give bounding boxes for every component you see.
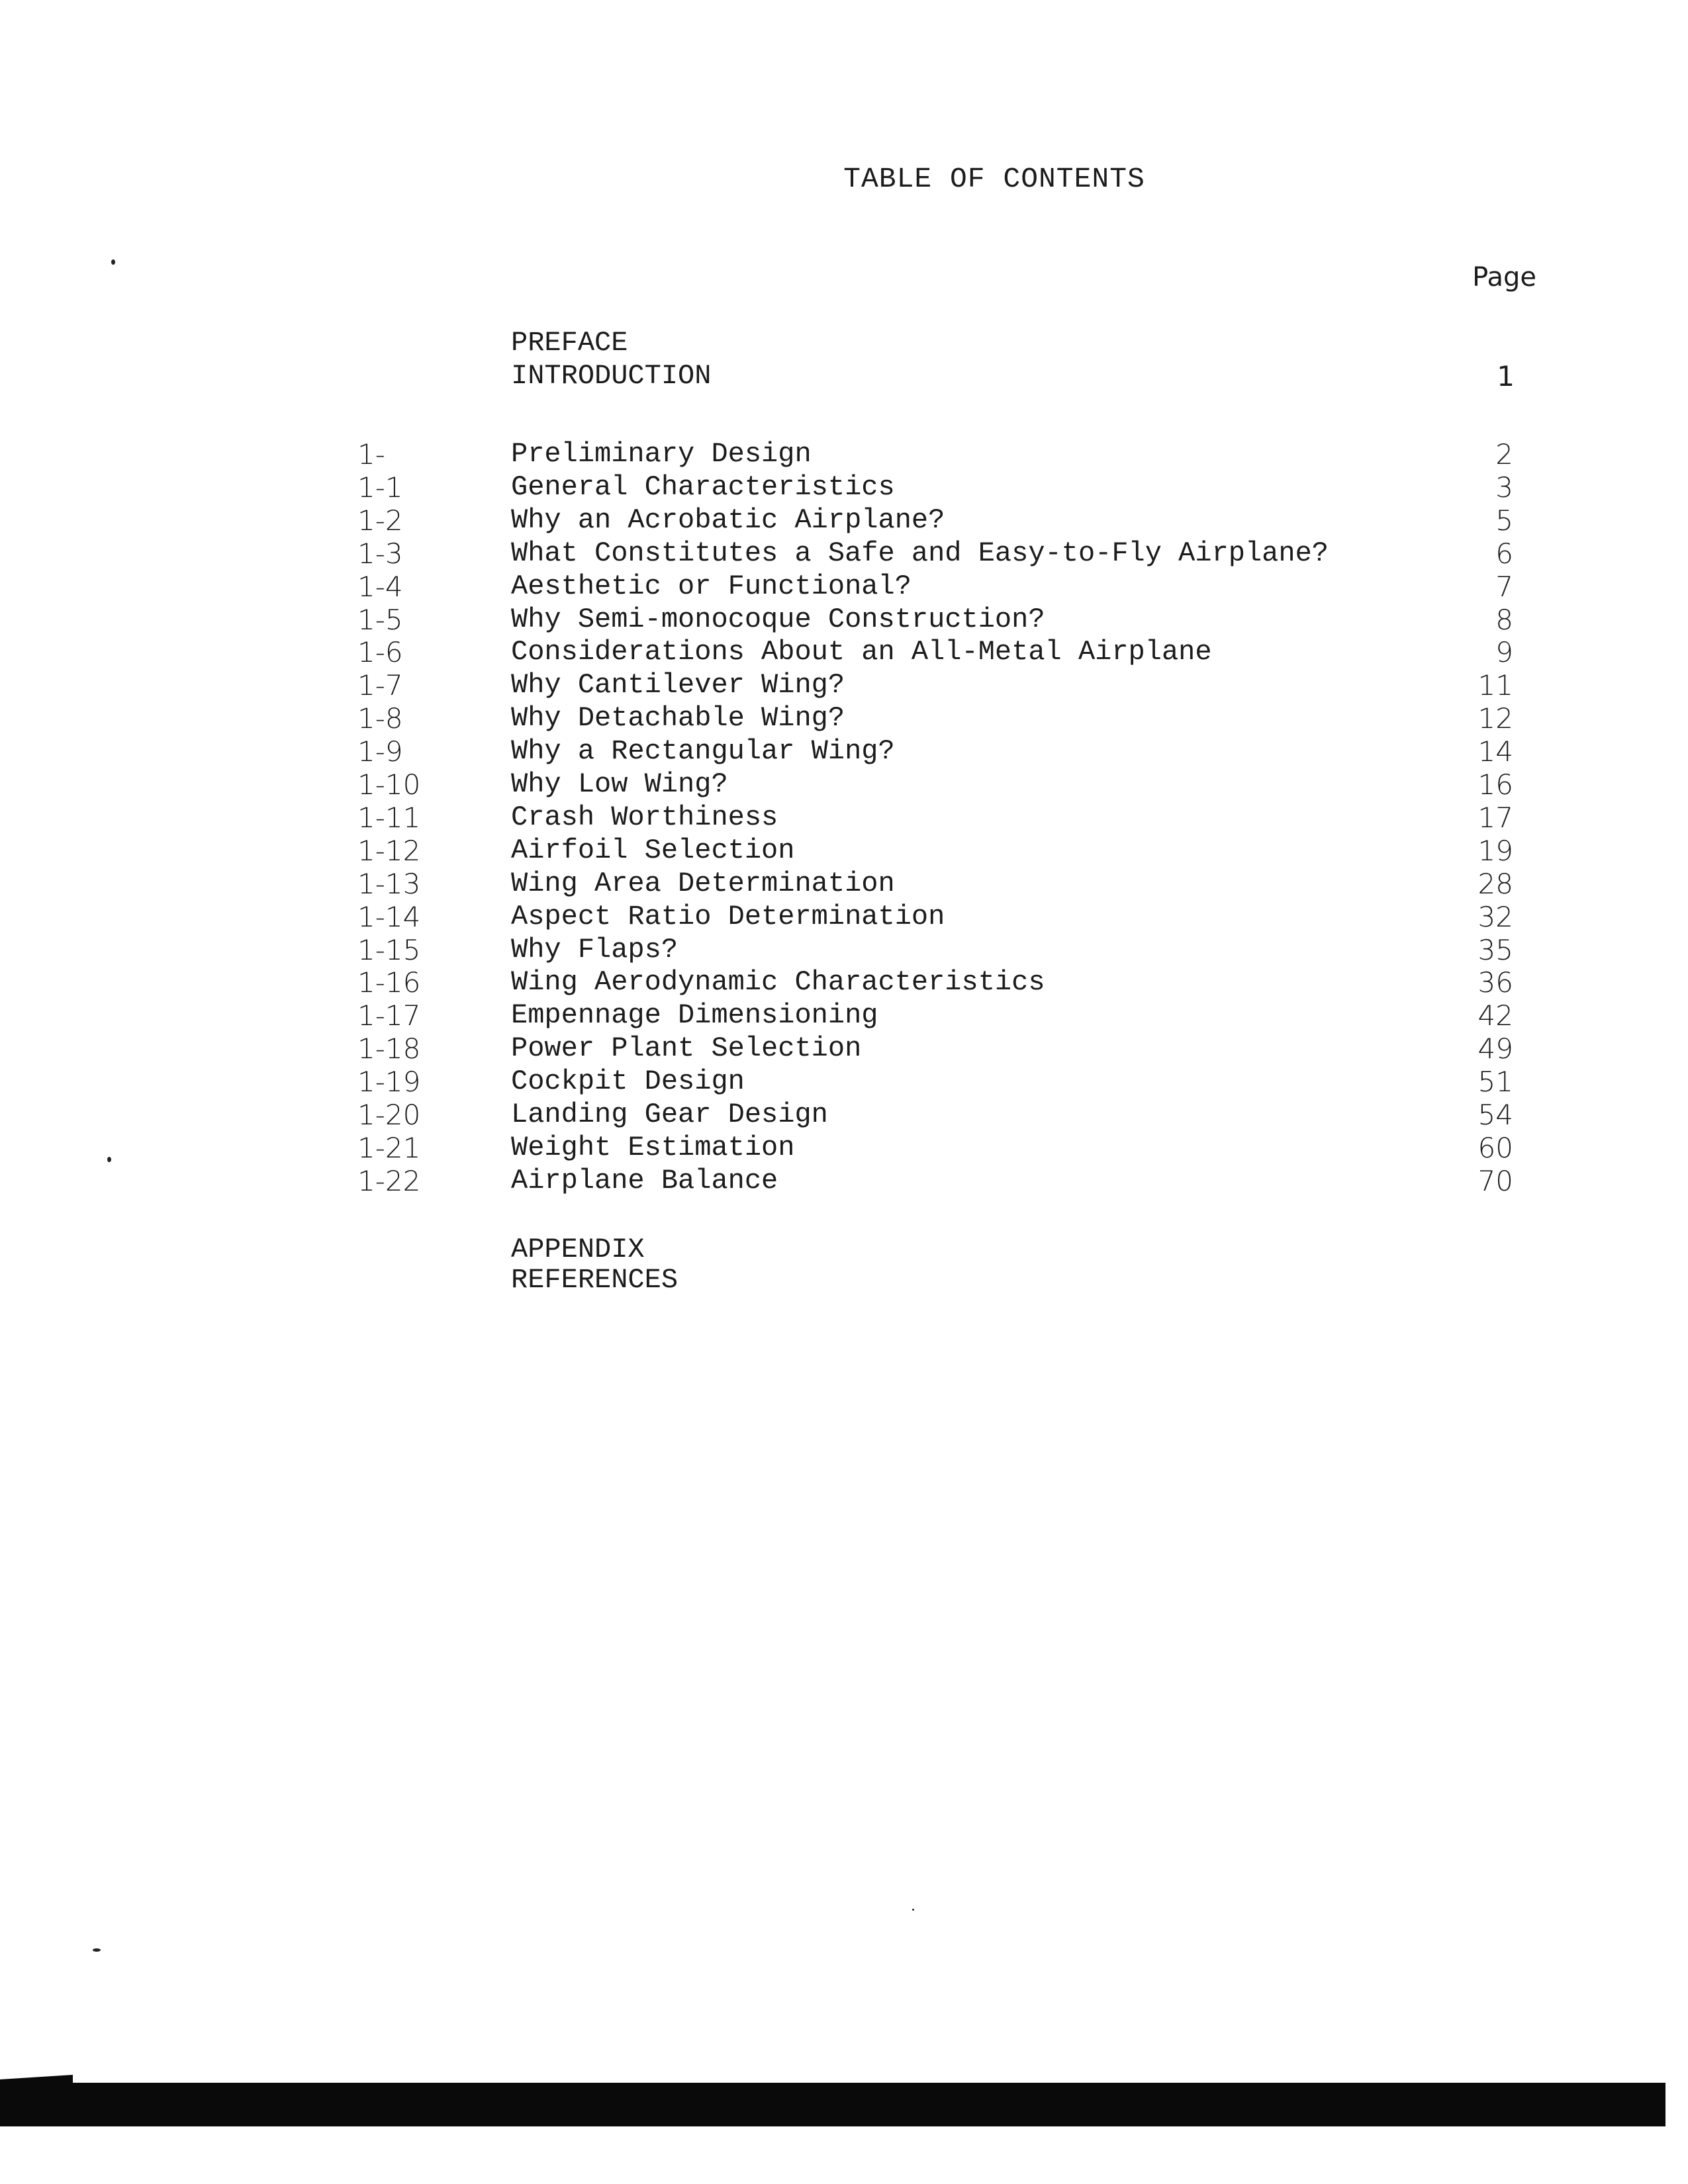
toc-entry-number: 1-7 bbox=[357, 669, 403, 702]
toc-entry-number: 1-18 bbox=[357, 1032, 421, 1065]
toc-entry-number: 1-15 bbox=[357, 934, 421, 966]
toc-entry-title: Preliminary Design bbox=[511, 438, 812, 470]
toc-entry-title: General Characteristics bbox=[511, 471, 895, 503]
toc-entry-page: 9 bbox=[1495, 636, 1513, 668]
toc-entry-title: Why Semi-monocoque Construction? bbox=[511, 604, 1045, 635]
toc-entry bbox=[0, 438, 1688, 471]
toc-entry-number: 1-9 bbox=[357, 735, 403, 768]
toc-entry-page: 19 bbox=[1477, 835, 1513, 867]
toc-entry-number: 1-19 bbox=[357, 1066, 421, 1098]
toc-entry-page: 17 bbox=[1477, 801, 1513, 834]
toc-entry-title: Why Low Wing? bbox=[511, 768, 728, 800]
front-matter-introduction-page: 1 bbox=[1497, 360, 1515, 392]
toc-entry-title: Aspect Ratio Determination bbox=[511, 901, 945, 933]
toc-entry bbox=[0, 901, 1688, 934]
toc-entry-title: Aesthetic or Functional? bbox=[511, 570, 912, 602]
toc-entry-title: Wing Area Determination bbox=[511, 868, 895, 899]
toc-entry-title: Power Plant Selection bbox=[511, 1032, 862, 1064]
toc-entry-page: 5 bbox=[1495, 504, 1513, 537]
toc-entry-title: Airfoil Selection bbox=[511, 835, 795, 866]
toc-entry bbox=[0, 934, 1688, 967]
toc-entry bbox=[0, 966, 1688, 999]
toc-entry-page: 16 bbox=[1477, 768, 1513, 801]
toc-entry bbox=[0, 504, 1688, 537]
toc-entry-title: Crash Worthiness bbox=[511, 801, 778, 833]
toc-entry-page: 7 bbox=[1495, 570, 1513, 603]
scan-speck bbox=[912, 1909, 914, 1911]
toc-entry bbox=[0, 1165, 1688, 1198]
toc-entry-number: 1-10 bbox=[357, 768, 421, 801]
toc-entry-number: 1-2 bbox=[357, 504, 403, 537]
toc-entry-title: Cockpit Design bbox=[511, 1066, 745, 1097]
back-matter-appendix: APPENDIX bbox=[511, 1234, 645, 1265]
toc-entry-page: 3 bbox=[1495, 471, 1513, 504]
scan-bottom-bar bbox=[0, 2083, 1665, 2126]
toc-entry-title: Weight Estimation bbox=[511, 1132, 795, 1163]
toc-entry-number: 1-16 bbox=[357, 966, 421, 999]
toc-entry-page: 54 bbox=[1477, 1099, 1513, 1131]
toc-entry-number: 1-6 bbox=[357, 636, 403, 668]
toc-entry-number: 1-8 bbox=[357, 702, 403, 735]
toc-entry-page: 11 bbox=[1477, 669, 1513, 702]
toc-entry bbox=[0, 999, 1688, 1032]
scan-speck bbox=[107, 1157, 111, 1162]
toc-entry-title: Why Cantilever Wing? bbox=[511, 669, 845, 701]
toc-entry-page: 36 bbox=[1477, 966, 1513, 999]
toc-entry-number: 1-5 bbox=[357, 604, 403, 636]
toc-entry bbox=[0, 801, 1688, 835]
toc-entry bbox=[0, 868, 1688, 901]
toc-entry-number: 1-4 bbox=[357, 570, 403, 603]
toc-entry-page: 35 bbox=[1477, 934, 1513, 966]
toc-entry-number: 1-17 bbox=[357, 999, 421, 1032]
toc-entry-number: 1-14 bbox=[357, 901, 421, 933]
toc-entry-page: 8 bbox=[1495, 604, 1513, 636]
toc-entry-title: Considerations About an All-Metal Airplane bbox=[511, 636, 1212, 668]
toc-entry-number: 1-12 bbox=[357, 835, 421, 867]
toc-entry-page: 51 bbox=[1477, 1066, 1513, 1098]
toc-entry-title: Landing Gear Design bbox=[511, 1099, 828, 1130]
toc-entry-number: 1-1 bbox=[357, 471, 403, 504]
toc-entry bbox=[0, 1099, 1688, 1132]
toc-entry-title: Why Flaps? bbox=[511, 934, 679, 966]
toc-entry-page: 2 bbox=[1495, 438, 1513, 471]
toc-entry bbox=[0, 471, 1688, 504]
toc-entry bbox=[0, 702, 1688, 735]
toc-entry-title: What Constitutes a Safe and Easy-to-Fly Airplane? bbox=[511, 537, 1329, 569]
toc-entry-title: Why Detachable Wing? bbox=[511, 702, 845, 734]
toc-entry bbox=[0, 1032, 1688, 1066]
toc-entry bbox=[0, 1132, 1688, 1165]
toc-entry bbox=[0, 768, 1688, 801]
toc-entry bbox=[0, 636, 1688, 669]
toc-entry-number: 1-20 bbox=[357, 1099, 421, 1131]
toc-entry-page: 12 bbox=[1477, 702, 1513, 735]
toc-entry-page: 32 bbox=[1477, 901, 1513, 933]
front-matter-preface: PREFACE bbox=[511, 327, 628, 359]
toc-entry-number: 1-3 bbox=[357, 537, 403, 570]
toc-entry-number: 1-21 bbox=[357, 1132, 421, 1164]
scan-speck bbox=[93, 1948, 101, 1952]
toc-entry bbox=[0, 835, 1688, 868]
toc-entry bbox=[0, 570, 1688, 604]
toc-entry-page: 42 bbox=[1477, 999, 1513, 1032]
toc-entry-title: Airplane Balance bbox=[511, 1165, 778, 1197]
toc-entry bbox=[0, 669, 1688, 702]
toc-entry-number: 1- bbox=[357, 438, 385, 471]
page-title: TABLE OF CONTENTS bbox=[843, 163, 1145, 195]
toc-entry-page: 6 bbox=[1495, 537, 1513, 570]
page-column-label: Page bbox=[1472, 262, 1536, 293]
toc-entry-title: Why an Acrobatic Airplane? bbox=[511, 504, 945, 536]
toc-entry bbox=[0, 1066, 1688, 1099]
front-matter-introduction: INTRODUCTION bbox=[511, 360, 712, 392]
toc-entry bbox=[0, 604, 1688, 637]
toc-entry-page: 70 bbox=[1477, 1165, 1513, 1197]
toc-entry-page: 14 bbox=[1477, 735, 1513, 768]
toc-entry bbox=[0, 735, 1688, 768]
toc-entry-number: 1-11 bbox=[357, 801, 421, 834]
toc-entry-title: Why a Rectangular Wing? bbox=[511, 735, 895, 767]
scan-speck bbox=[111, 259, 115, 265]
toc-entry-page: 60 bbox=[1477, 1132, 1513, 1164]
toc-entry-title: Empennage Dimensioning bbox=[511, 999, 878, 1031]
toc-entry-title: Wing Aerodynamic Characteristics bbox=[511, 966, 1045, 998]
back-matter-references: REFERENCES bbox=[511, 1264, 679, 1296]
toc-entry-page: 49 bbox=[1477, 1032, 1513, 1065]
toc-entry bbox=[0, 537, 1688, 570]
toc-entry-number: 1-22 bbox=[357, 1165, 421, 1197]
toc-entry-page: 28 bbox=[1477, 868, 1513, 900]
toc-entry-number: 1-13 bbox=[357, 868, 421, 900]
